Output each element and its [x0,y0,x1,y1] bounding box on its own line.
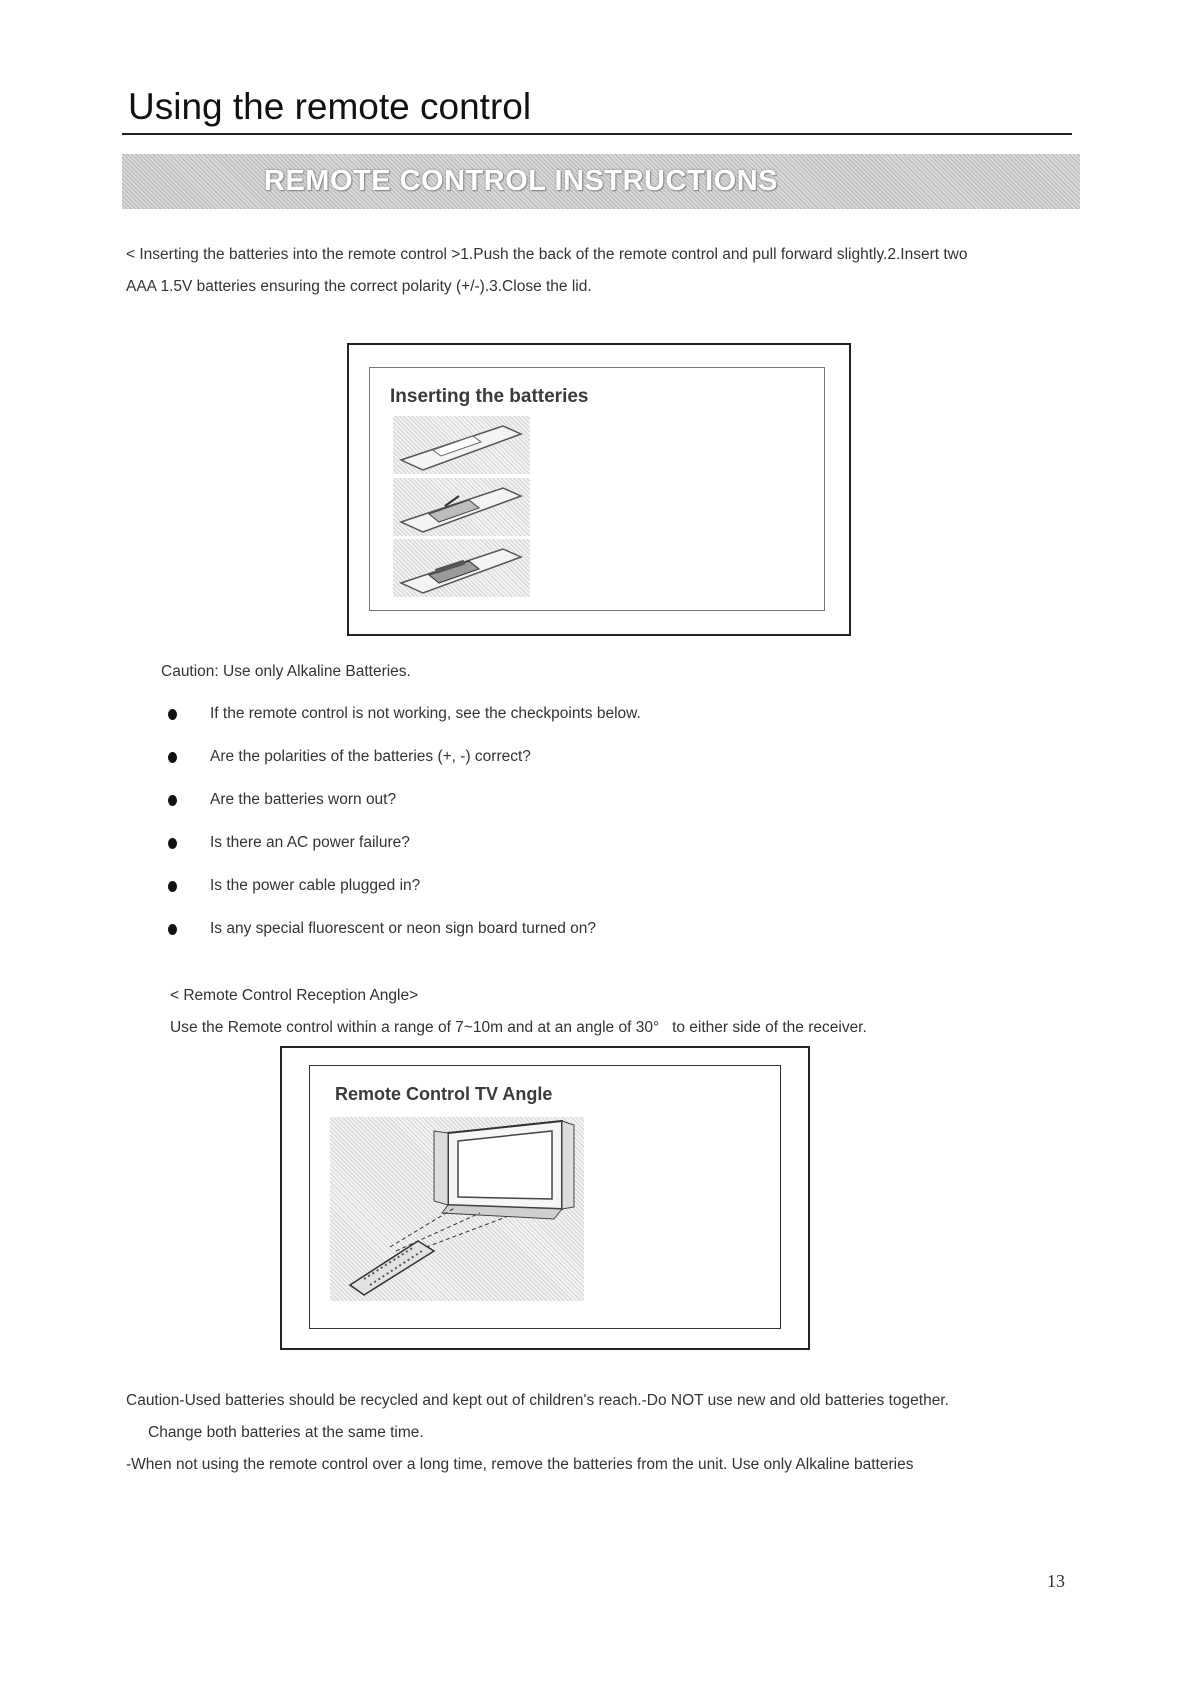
bullet-icon [168,752,177,763]
list-item [168,920,641,963]
bullet-icon [168,709,177,720]
remote-insert-batteries-icon [393,539,530,597]
list-item-text: Is any special fluorescent or neon sign board turned on? [210,920,597,937]
checkpoint-list [168,705,641,963]
intro-line-1: < Inserting the batteries into the remote control >1.Push the back of the remote control and pull forward slightly.2.Insert two [126,246,968,263]
bullet-icon [168,838,177,849]
tv-angle-figure [280,1046,810,1350]
page-title: Using the remote control [128,86,532,127]
remote-back-icon [393,416,530,474]
batteries-figure-title: Inserting the batteries [390,386,589,407]
title-divider [122,133,1072,135]
tv-angle-figure-frame [309,1065,781,1329]
caution-change-both: Change both batteries at the same time. [148,1424,424,1441]
tv-angle-illustration [330,1117,584,1301]
list-item [168,877,641,920]
reception-angle-heading: < Remote Control Reception Angle> [170,987,419,1004]
banner-text: REMOTE CONTROL INSTRUCTIONS [264,165,779,197]
tv-and-remote-icon [330,1117,584,1301]
battery-step-3-illustration [393,539,530,597]
list-item-text: Is there an AC power failure? [210,834,410,851]
caution-remove-batteries: -When not using the remote control over a long time, remove the batteries from the unit. Use only Alkaline batteries [126,1456,914,1473]
batteries-figure-frame [369,367,825,611]
reception-angle-text: Use the Remote control within a range of 7~10m and at an angle of 30° to either side of the receiver. [170,1019,867,1036]
intro-line-2: AAA 1.5V batteries ensuring the correct polarity (+/-).3.Close the lid. [126,278,592,295]
page-number: 13 [1047,1571,1065,1591]
list-item-text: Are the polarities of the batteries (+, -) correct? [210,748,531,765]
list-item-text: Are the batteries worn out? [210,791,397,808]
bullet-icon [168,924,177,935]
list-item [168,834,641,877]
battery-step-2-illustration [393,478,530,536]
tv-angle-figure-title: Remote Control TV Angle [335,1084,553,1104]
list-item [168,748,641,791]
remote-open-lid-icon [393,478,530,536]
battery-step-1-illustration [393,416,530,474]
batteries-figure [347,343,851,636]
bullet-icon [168,881,177,892]
caution-alkaline: Caution: Use only Alkaline Batteries. [161,663,411,680]
list-item [168,705,641,748]
list-item [168,791,641,834]
caution-recycle: Caution-Used batteries should be recycled and kept out of children's reach.-Do NOT use new and old batteries together. [126,1392,949,1409]
section-banner [122,154,1080,209]
bullet-icon [168,795,177,806]
list-item-text: Is the power cable plugged in? [210,877,421,894]
list-item-text: If the remote control is not working, see the checkpoints below. [210,705,641,722]
